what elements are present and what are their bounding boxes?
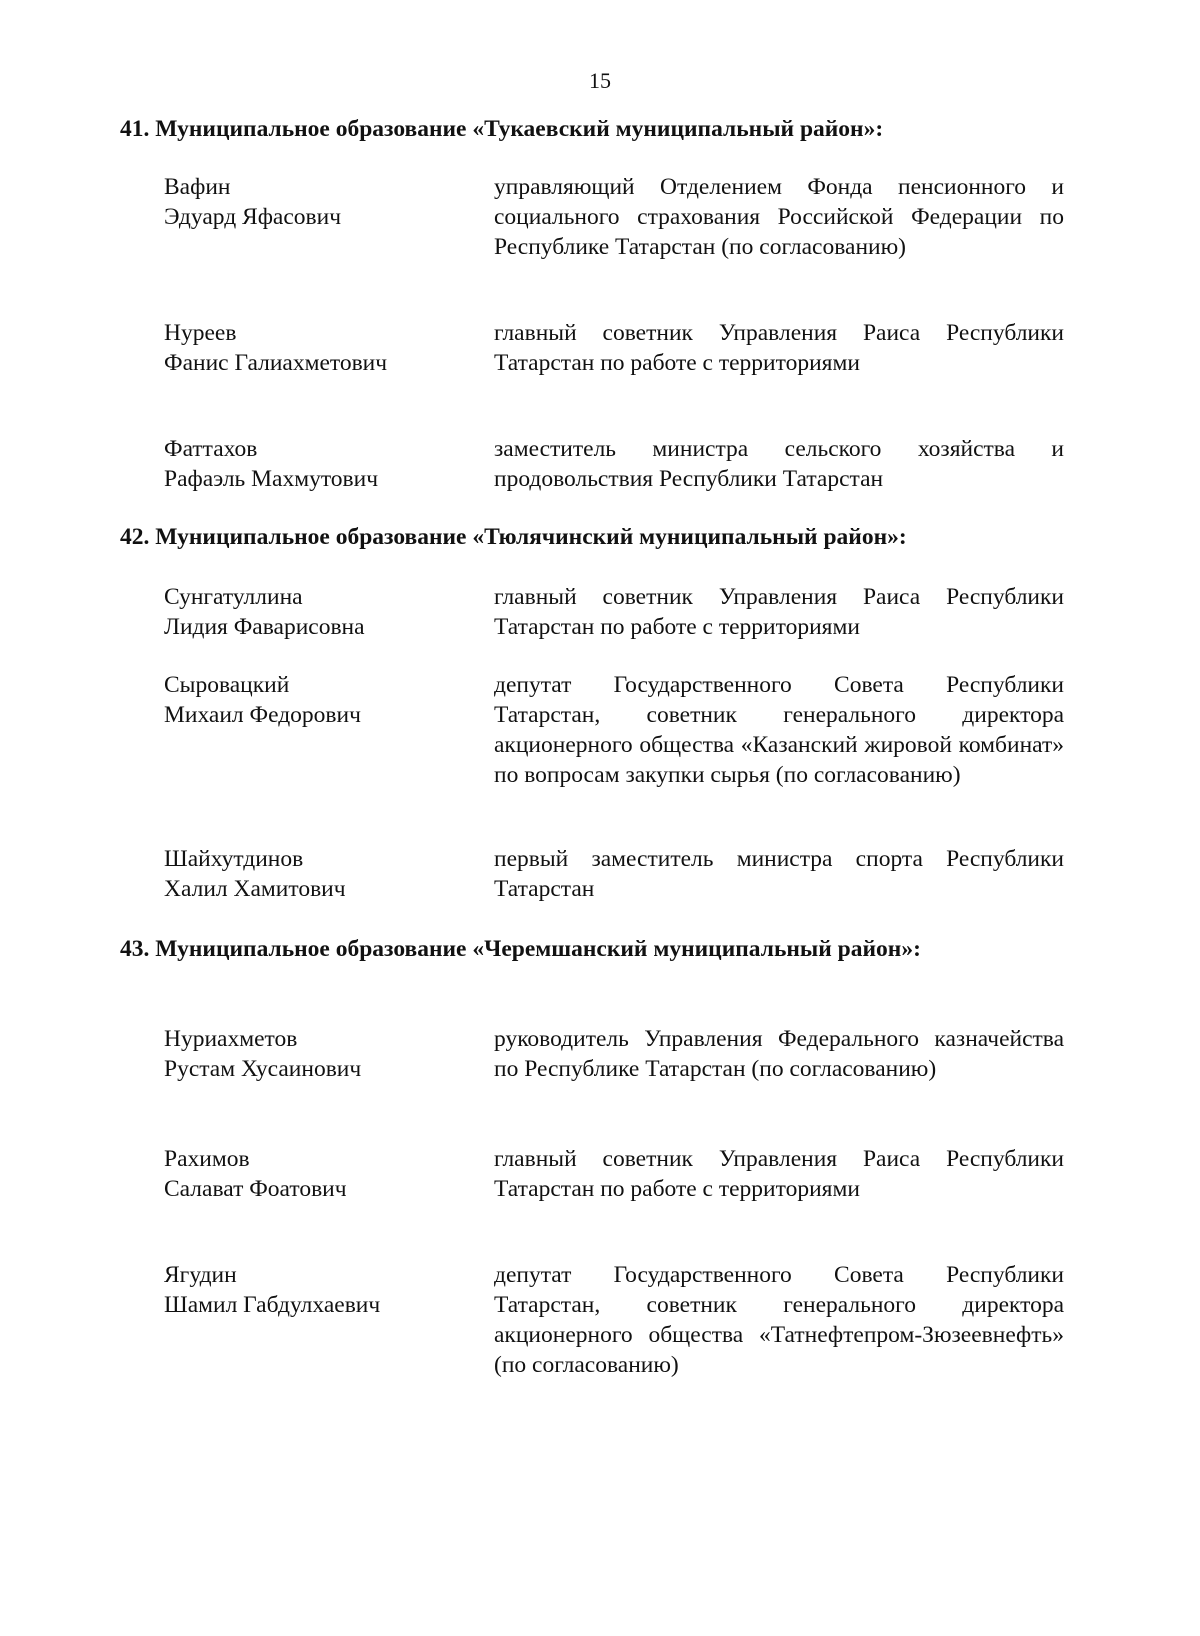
section-heading-42: 42. Муниципальное образование «Тюлячинский муниципальный район»: — [120, 524, 907, 550]
member-position: депутат Государственного Совета Республики Татарстан, советник генерального директора акционерного общества «Казанский жировой комбинат» по вопросам закупки сырья (по согласованию) — [494, 672, 1064, 788]
member-surname: Вафин — [164, 174, 231, 200]
member-given-names: Эдуард Яфасович — [164, 204, 342, 230]
member-given-names: Лидия Фаварисовна — [164, 614, 365, 640]
member-surname: Нуриахметов — [164, 1026, 298, 1052]
member-position: заместитель министра сельского хозяйства и продовольствия Республики Татарстан — [494, 436, 1064, 492]
member-name — [164, 1260, 484, 1320]
member-given-names: Рафаэль Махмутович — [164, 466, 379, 492]
member-surname: Нуреев — [164, 320, 237, 346]
member-name — [164, 582, 484, 642]
member-surname: Фаттахов — [164, 436, 258, 462]
member-position: главный советник Управления Раиса Республики Татарстан по работе с территориями — [494, 584, 1064, 640]
member-position: руководитель Управления Федерального казначейства по Республике Татарстан (по согласованию) — [494, 1026, 1064, 1082]
member-position: главный советник Управления Раиса Республики Татарстан по работе с территориями — [494, 1146, 1064, 1202]
member-position: первый заместитель министра спорта Республики Татарстан — [494, 846, 1064, 902]
member-position: депутат Государственного Совета Республики Татарстан, советник генерального директора акционерного общества «Татнефтепром-Зюзеевнефть» (по согласованию) — [494, 1262, 1064, 1378]
member-name — [164, 1024, 484, 1084]
member-position: главный советник Управления Раиса Республики Татарстан по работе с территориями — [494, 320, 1064, 376]
member-surname: Шайхутдинов — [164, 846, 304, 872]
member-surname: Сунгатуллина — [164, 584, 303, 610]
member-name — [164, 318, 484, 378]
member-given-names: Халил Хамитович — [164, 876, 346, 902]
member-given-names: Фанис Галиахметович — [164, 350, 388, 376]
section-heading-43: 43. Муниципальное образование «Черемшанский муниципальный район»: — [120, 936, 921, 962]
member-name — [164, 844, 484, 904]
member-name — [164, 434, 484, 494]
page-number: 15 — [589, 68, 611, 93]
member-surname: Ягудин — [164, 1262, 237, 1288]
member-position: управляющий Отделением Фонда пенсионного и социального страхования Российской Федерации по Республике Татарстан (по согласованию) — [494, 174, 1064, 260]
member-given-names: Михаил Федорович — [164, 702, 361, 728]
member-surname: Рахимов — [164, 1146, 250, 1172]
member-surname: Сыровацкий — [164, 672, 290, 698]
member-given-names: Салават Фоатович — [164, 1176, 347, 1202]
member-name — [164, 1144, 484, 1204]
member-given-names: Шамил Габдулхаевич — [164, 1292, 381, 1318]
member-name — [164, 172, 484, 232]
section-heading-41: 41. Муниципальное образование «Тукаевский муниципальный район»: — [120, 116, 884, 142]
member-name — [164, 670, 484, 730]
member-given-names: Рустам Хусаинович — [164, 1056, 362, 1082]
